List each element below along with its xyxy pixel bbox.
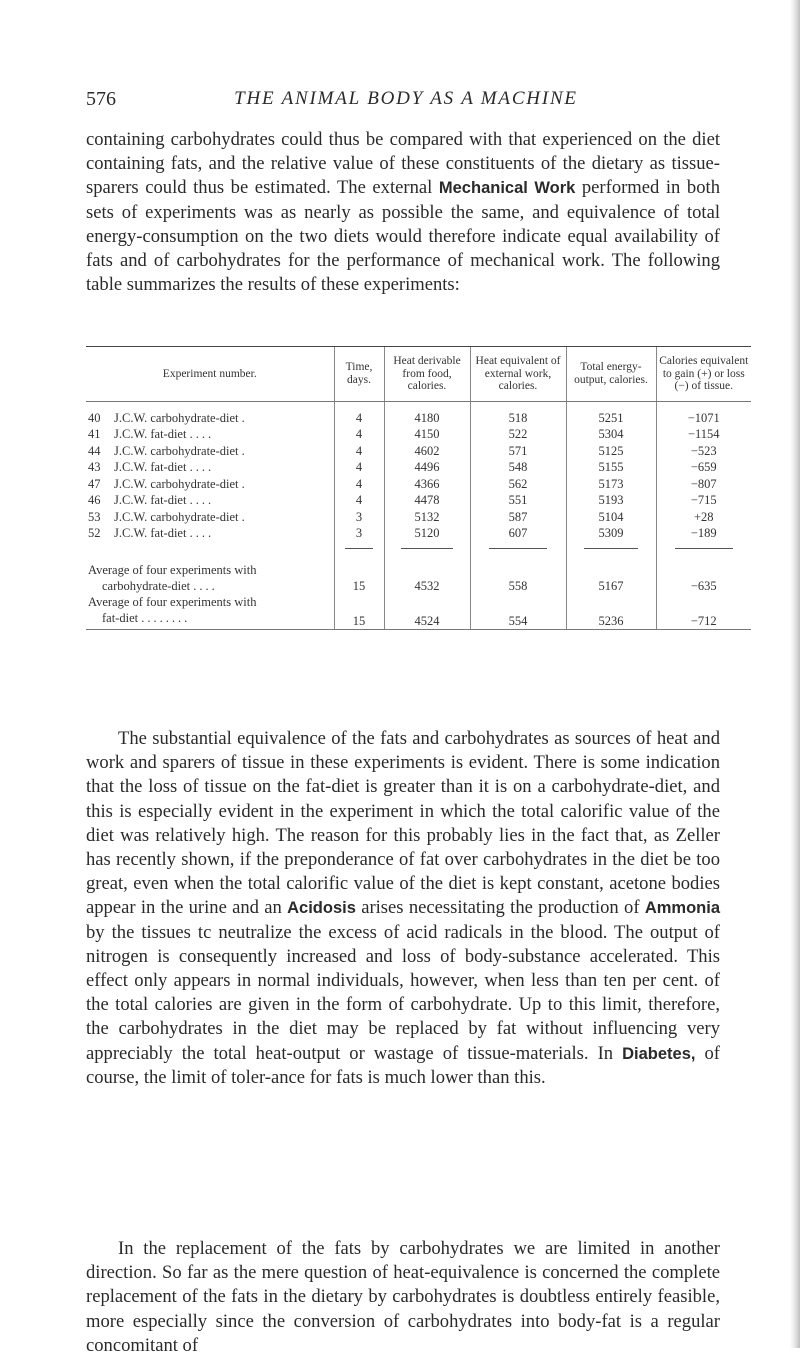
term-ammonia: Ammonia [644, 899, 720, 918]
table-row: 40 J.C.W. carbohydrate-diet . 4 4180 518 5251 −1071 [86, 401, 751, 426]
header-heat-food: Heat derivable from food, calories. [384, 347, 470, 402]
term-acidosis: Acidosis [287, 899, 356, 918]
replacement-paragraph: In the replacement of the fats by carbohydrates we are limited in another direction. So far as the mere question of heat-equivalence is concerned the complete replacement of the fats in the dietary by carbohydrates is doubtless entirely feasible, more especially since the conversion of carbohydrates into body-fat is a regular concomitant of [86, 1238, 720, 1356]
header-tissue: Calories equivalent to gain (+) or loss (−) of tissue. [656, 347, 751, 402]
page-number: 576 [86, 88, 116, 110]
header-heat-work: Heat equivalent of external work, calories. [470, 347, 566, 402]
table-row: 47 J.C.W. carbohydrate-diet . 4 4366 562 5173 −807 [86, 476, 751, 493]
discussion-paragraph: The substantial equivalence of the fats and carbohydrates as sources of heat and work and sparers of tissue in these experiments is evident. There is some indication that the loss of tissue on the fat-diet is greater than it is on a carbohydrate-diet, and this is especially evident in the experiment in which the total calorific value of the diet was relatively high. The reason for this probably lies in the fact that, as Zeller has recently shown, if the preponderance of fat over carbohydrates in the diet be too great, even when the total calorific value of the diet is kept constant, acetone bodies appear in the urine and an Acidosis arises necessitating the production of Ammonia by the tissues tc neutralize the excess of acid radicals in the blood. The output of nitrogen is consequently increased and loss of body-substance accelerated. This effect only appears in normal individuals, however, when less than ten per cent. of the total calories are given in the form of carbohydrate. Up to this limit, therefore, the carbohydrates in the diet may be replaced by fat without influencing very appreciably the total heat-output or wastage of tissue-materials. In Diabetes, of course, the limit of toler-ance for fats is much lower than this. [86, 728, 720, 1088]
average-row-carbohydrate: Average of four experiments with carbohydrate-diet .... 15 4532 558 5167 −635 [86, 562, 751, 594]
page-header [86, 88, 726, 116]
table-row: 41 J.C.W. fat-diet .... 4 4150 522 5304 −1154 [86, 426, 751, 443]
table-row: 52 J.C.W. fat-diet .... 3 5120 607 5309 −189 [86, 525, 751, 542]
term-diabetes: Diabetes, [622, 1044, 696, 1063]
average-row-fat: Average of four experiments with fat-diet ........ 15 4524 554 5236 −712 [86, 594, 751, 630]
page-edge-shadow [790, 0, 800, 1348]
header-time: Time, days. [334, 347, 384, 402]
table-header-row [86, 347, 751, 402]
intro-paragraph: containing carbohydrates could thus be compared with that experienced on the diet containing fats, and the relative value of these constituents of the dietary as tissue-sparers could thus be estimated. The external Mechanical Work performed in both sets of experiments was as nearly as possible the same, and equivalence of total energy-consumption on the two diets would therefore indicate equal availability of fats and of carbohydrates for the performance of mechanical work. The following table summarizes the results of these experiments: [86, 129, 720, 296]
running-head: THE ANIMAL BODY AS A MACHINE [234, 88, 578, 109]
header-experiment: Experiment number. [86, 347, 334, 402]
term-mechanical-work: Mechanical Work [438, 179, 576, 198]
table-row: 53 J.C.W. carbohydrate-diet . 3 5132 587 5104 +28 [86, 509, 751, 526]
table-row: 43 J.C.W. fat-diet .... 4 4496 548 5155 −659 [86, 459, 751, 476]
table-row: 46 J.C.W. fat-diet .... 4 4478 551 5193 −715 [86, 492, 751, 509]
experiment-table [86, 346, 751, 630]
summation-rule-row [86, 542, 751, 562]
header-total-output: Total energy-output, calories. [566, 347, 656, 402]
table-row: 44 J.C.W. carbohydrate-diet . 4 4602 571 5125 −523 [86, 443, 751, 460]
